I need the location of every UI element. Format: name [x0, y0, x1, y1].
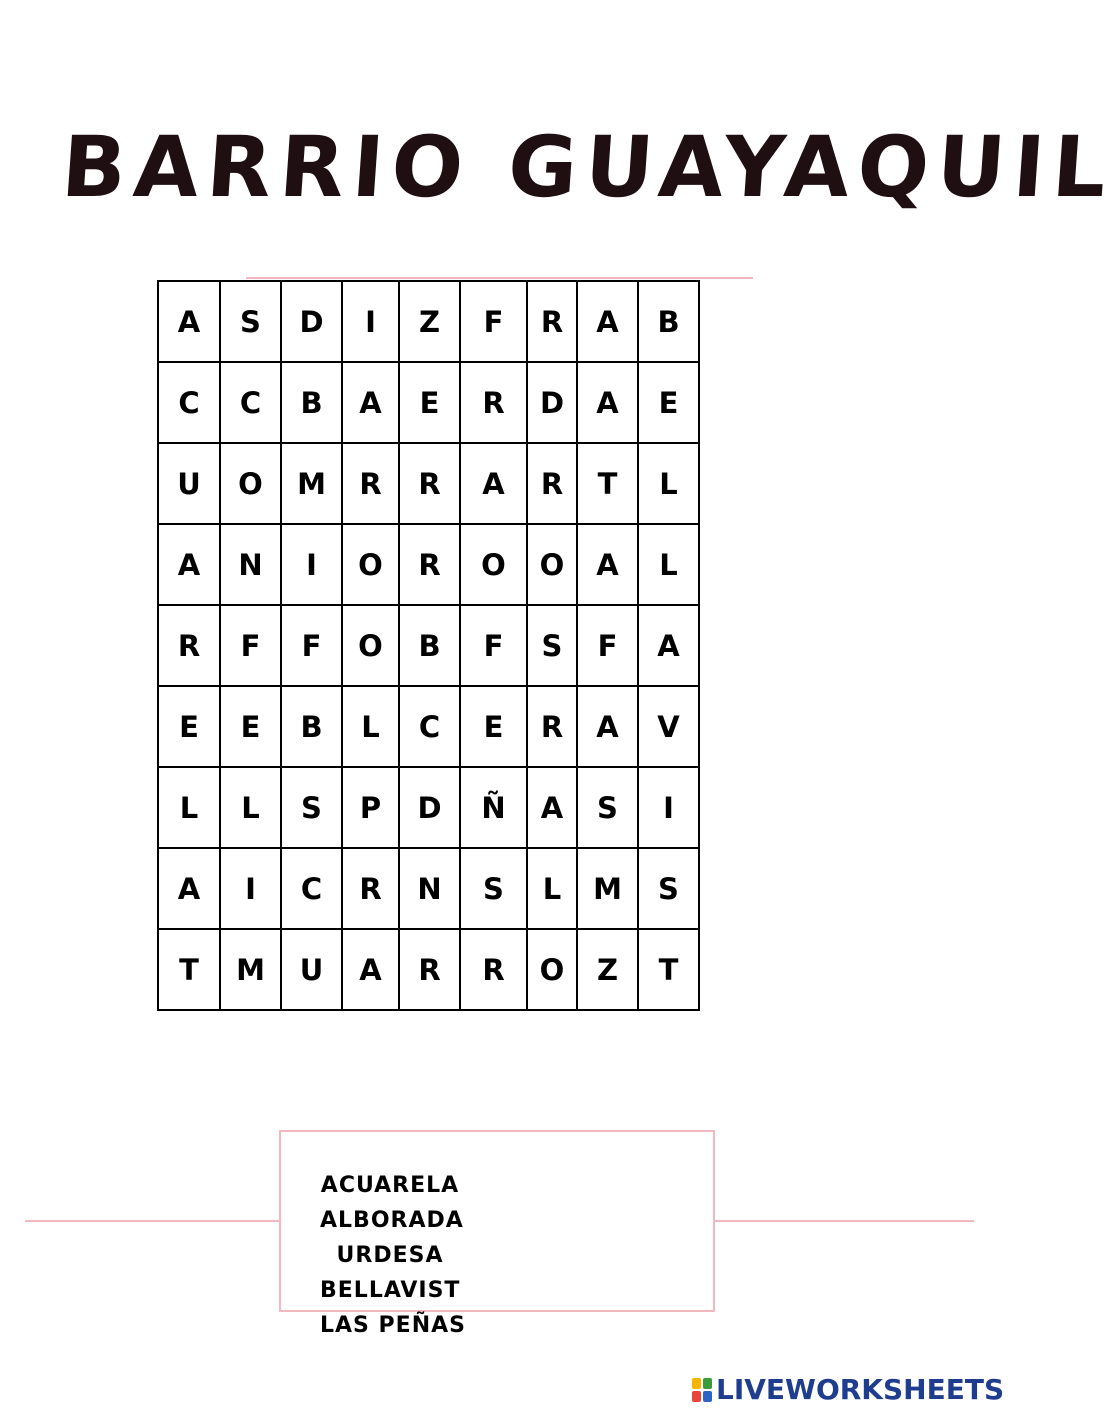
- grid-cell[interactable]: F: [460, 605, 527, 686]
- grid-cell[interactable]: A: [342, 362, 399, 443]
- grid-cell[interactable]: A: [577, 686, 638, 767]
- grid-cell[interactable]: T: [577, 443, 638, 524]
- brand-text: LIVEWORKSHEETS: [716, 1373, 1005, 1406]
- grid-cell[interactable]: C: [220, 362, 281, 443]
- grid-cell[interactable]: E: [158, 686, 220, 767]
- word-list-item: ALBORADA: [320, 1208, 464, 1233]
- grid-cell[interactable]: A: [460, 443, 527, 524]
- title-underline: [246, 277, 753, 279]
- grid-cell[interactable]: A: [158, 524, 220, 605]
- grid-cell[interactable]: F: [577, 605, 638, 686]
- grid-cell[interactable]: L: [342, 686, 399, 767]
- grid-cell[interactable]: O: [527, 929, 577, 1010]
- grid-cell[interactable]: A: [158, 281, 220, 362]
- grid-cell[interactable]: D: [527, 362, 577, 443]
- grid-cell[interactable]: E: [638, 362, 699, 443]
- grid-cell[interactable]: A: [577, 281, 638, 362]
- grid-cell[interactable]: S: [527, 605, 577, 686]
- grid-row: [158, 362, 699, 443]
- grid-cell[interactable]: T: [158, 929, 220, 1010]
- grid-cell[interactable]: A: [158, 848, 220, 929]
- grid-cell[interactable]: S: [220, 281, 281, 362]
- grid-cell[interactable]: U: [158, 443, 220, 524]
- grid-cell[interactable]: T: [638, 929, 699, 1010]
- divider-right: [715, 1220, 974, 1222]
- grid-cell[interactable]: R: [460, 362, 527, 443]
- grid-cell[interactable]: R: [527, 686, 577, 767]
- grid-cell[interactable]: L: [638, 443, 699, 524]
- grid-cell[interactable]: R: [342, 443, 399, 524]
- grid-cell[interactable]: R: [399, 929, 460, 1010]
- divider-left: [25, 1220, 279, 1222]
- grid-cell[interactable]: I: [281, 524, 342, 605]
- grid-cell[interactable]: L: [638, 524, 699, 605]
- grid-cell[interactable]: R: [399, 524, 460, 605]
- grid-cell[interactable]: C: [281, 848, 342, 929]
- word-list: [320, 1168, 466, 1343]
- grid-cell[interactable]: F: [460, 281, 527, 362]
- grid-cell[interactable]: M: [281, 443, 342, 524]
- grid-cell[interactable]: O: [220, 443, 281, 524]
- grid-cell[interactable]: A: [577, 362, 638, 443]
- grid-cell[interactable]: O: [342, 605, 399, 686]
- grid-cell[interactable]: C: [158, 362, 220, 443]
- grid-cell[interactable]: R: [342, 848, 399, 929]
- grid-row: [158, 767, 699, 848]
- grid-cell[interactable]: F: [281, 605, 342, 686]
- grid-cell[interactable]: V: [638, 686, 699, 767]
- grid-cell[interactable]: O: [342, 524, 399, 605]
- word-list-item: URDESA: [336, 1243, 444, 1268]
- grid-cell[interactable]: R: [460, 929, 527, 1010]
- grid-cell[interactable]: L: [527, 848, 577, 929]
- grid-cell[interactable]: U: [281, 929, 342, 1010]
- grid-cell[interactable]: N: [220, 524, 281, 605]
- grid-row: [158, 443, 699, 524]
- grid-cell[interactable]: R: [399, 443, 460, 524]
- grid-cell[interactable]: R: [158, 605, 220, 686]
- grid-cell[interactable]: E: [399, 362, 460, 443]
- grid-cell[interactable]: E: [220, 686, 281, 767]
- page-title: BARRIO GUAYAQUIL: [58, 118, 1117, 216]
- grid-cell[interactable]: L: [158, 767, 220, 848]
- grid-row: [158, 524, 699, 605]
- word-list-item: LAS PEÑAS: [320, 1313, 466, 1338]
- grid-cell[interactable]: D: [281, 281, 342, 362]
- grid-cell[interactable]: Z: [399, 281, 460, 362]
- grid-cell[interactable]: B: [281, 362, 342, 443]
- word-list-item: ACUARELA: [320, 1173, 460, 1198]
- grid-cell[interactable]: S: [638, 848, 699, 929]
- grid-cell[interactable]: C: [399, 686, 460, 767]
- grid-cell[interactable]: A: [577, 524, 638, 605]
- liveworksheets-logo-icon: [692, 1378, 712, 1402]
- grid-cell[interactable]: E: [460, 686, 527, 767]
- grid-cell[interactable]: N: [399, 848, 460, 929]
- grid-cell[interactable]: P: [342, 767, 399, 848]
- grid-cell[interactable]: O: [527, 524, 577, 605]
- grid-cell[interactable]: R: [527, 281, 577, 362]
- grid-cell[interactable]: Ñ: [460, 767, 527, 848]
- grid-cell[interactable]: F: [220, 605, 281, 686]
- grid-cell[interactable]: S: [460, 848, 527, 929]
- grid-cell[interactable]: I: [638, 767, 699, 848]
- grid-cell[interactable]: A: [342, 929, 399, 1010]
- grid-cell[interactable]: B: [281, 686, 342, 767]
- grid-row: [158, 929, 699, 1010]
- grid-row: [158, 848, 699, 929]
- grid-row: [158, 281, 699, 362]
- grid-cell[interactable]: D: [399, 767, 460, 848]
- grid-cell[interactable]: S: [577, 767, 638, 848]
- grid-cell[interactable]: I: [220, 848, 281, 929]
- grid-cell[interactable]: O: [460, 524, 527, 605]
- grid-cell[interactable]: B: [399, 605, 460, 686]
- liveworksheets-brand[interactable]: [692, 1373, 1004, 1406]
- grid-cell[interactable]: L: [220, 767, 281, 848]
- grid-cell[interactable]: R: [527, 443, 577, 524]
- grid-row: [158, 605, 699, 686]
- grid-row: [158, 686, 699, 767]
- word-search-grid: [157, 280, 700, 1011]
- grid-cell[interactable]: A: [527, 767, 577, 848]
- grid-cell[interactable]: I: [342, 281, 399, 362]
- grid-cell[interactable]: S: [281, 767, 342, 848]
- grid-cell[interactable]: M: [577, 848, 638, 929]
- grid-cell[interactable]: M: [220, 929, 281, 1010]
- grid-cell[interactable]: Z: [577, 929, 638, 1010]
- grid-cell[interactable]: A: [638, 605, 699, 686]
- grid-cell[interactable]: B: [638, 281, 699, 362]
- word-list-item: BELLAVIST: [320, 1278, 461, 1303]
